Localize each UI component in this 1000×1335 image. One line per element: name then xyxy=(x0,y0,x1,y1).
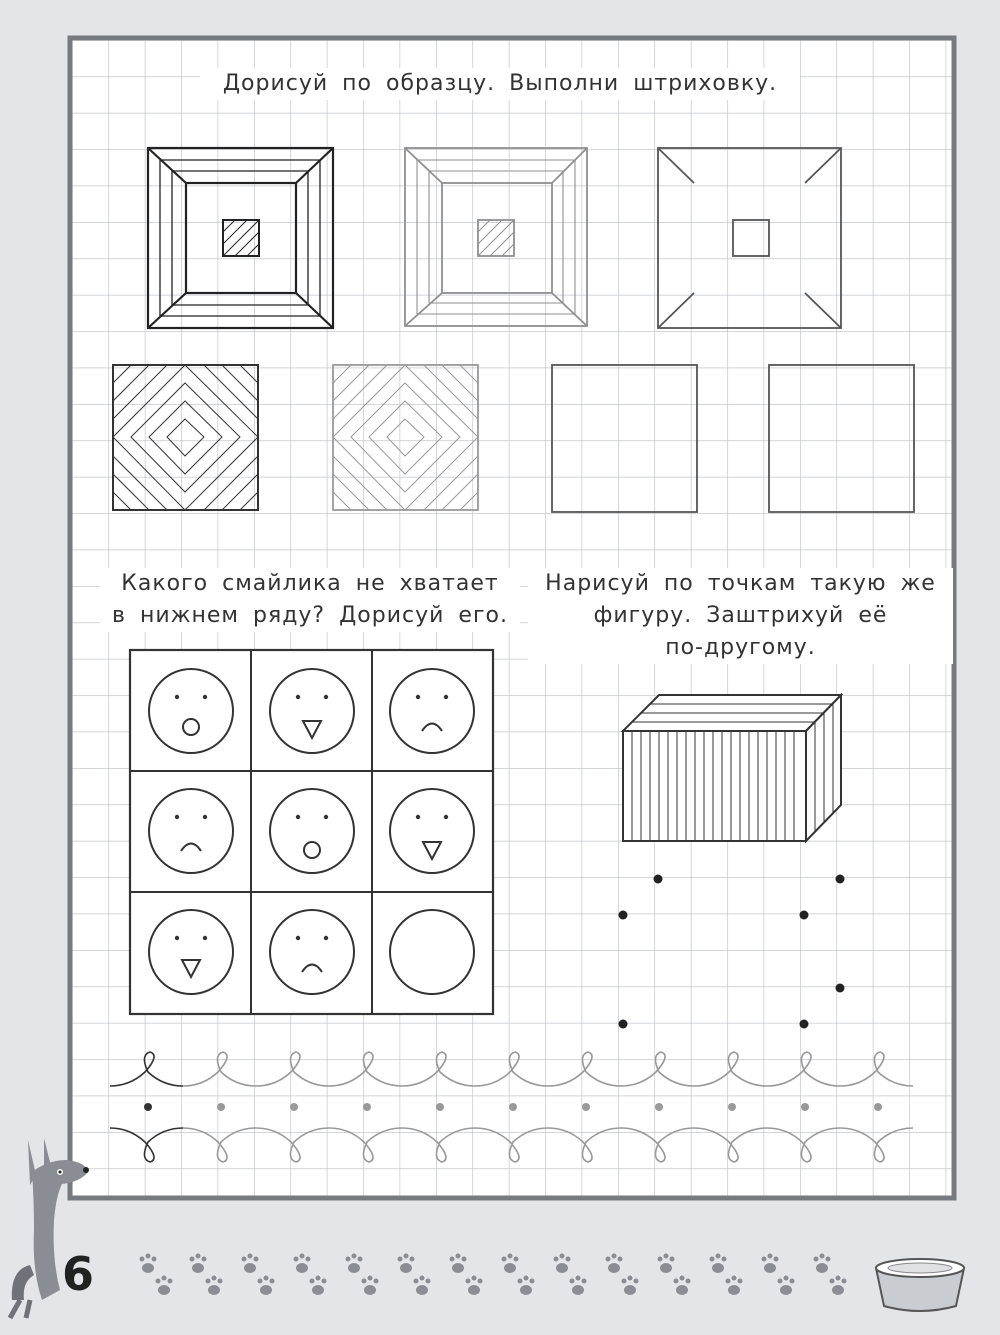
dog-bowl-icon xyxy=(876,1259,964,1311)
instruction-draw-by-dots-line2: фигуру. Заштрихуй её xyxy=(593,603,888,628)
instruction-missing-smiley xyxy=(100,568,520,632)
paw-prints-decoration xyxy=(140,1254,847,1296)
instruction-missing-smiley-line1: Какого смайлика не хватает xyxy=(121,571,499,596)
instruction-draw-by-dots xyxy=(528,568,953,664)
instruction-draw-by-dots-line1: Нарисуй по точкам такую же xyxy=(545,571,936,596)
instruction-copy-pattern: Дорисуй по образцу. Выполни штриховку. xyxy=(200,68,800,100)
page-number: 6 xyxy=(62,1247,95,1301)
instruction-draw-by-dots-line3: по-другому. xyxy=(665,635,816,660)
instruction-missing-smiley-line2: в нижнем ряду? Дорисуй его. xyxy=(112,603,508,628)
box-sample xyxy=(623,695,841,841)
